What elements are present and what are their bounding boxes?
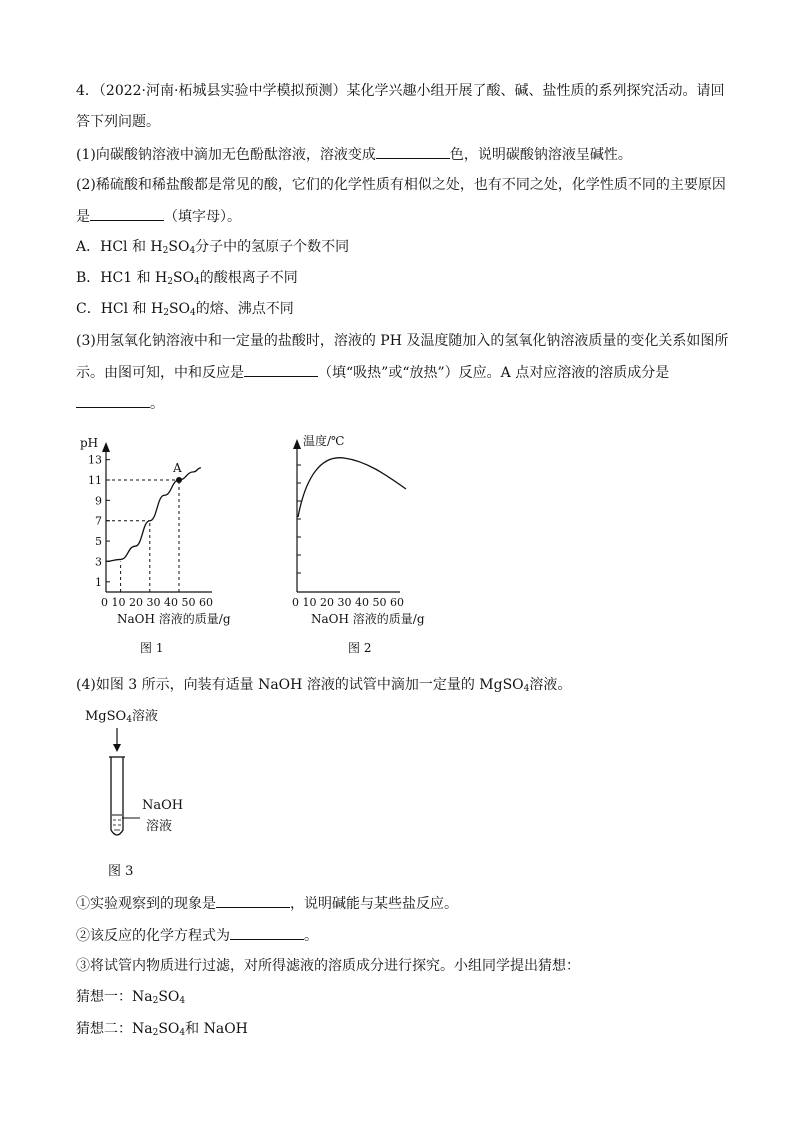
q4-guess2: 猜想二：$Na_2SO_4$和 NaOH <box>76 1021 248 1038</box>
q4-answer-blank-2[interactable] <box>230 926 304 940</box>
q4-sub3: ③将试管内物质进行过滤，对所得滤液的溶质成分进行探究。小组同学提出猜想： <box>76 958 580 974</box>
fig1-y-tick-3: 3 <box>95 555 102 569</box>
fig3-arrow-head <box>113 744 121 752</box>
fig1-guides <box>106 480 179 592</box>
fig1-point-a-label: A <box>173 461 182 475</box>
question-source: （2022·河南·柘城县实验中学模拟预测） <box>98 83 347 99</box>
fig1-caption: 图 1 <box>140 641 164 655</box>
fig1-point-a <box>176 477 182 483</box>
fig1-chart <box>80 436 231 655</box>
question-stem: 某化学兴趣小组开展了酸、碱、盐性质的系列探究活动。请回 <box>346 83 725 99</box>
q2-option-c: C．HCl 和 $H_2SO_4$的熔、沸点不同 <box>76 301 294 318</box>
fig1-x-tick-labels: 0 10 20 30 40 50 60 <box>101 596 213 609</box>
q2-option-a: A．HCl 和 $H_2SO_4$分子中的氢原子个数不同 <box>76 239 350 256</box>
q2-option-b: B．HC1 和 $H_2SO_4$的酸根离子不同 <box>76 270 298 287</box>
q3-line3: 。 <box>76 394 164 413</box>
fig3-test-tube <box>111 757 123 835</box>
q4-intro: (4)如图 3 所示，向装有适量 NaOH 溶液的试管中滴加一定量的 MgSO$_4$溶液。 <box>76 677 572 694</box>
fig1-xlabel: NaOH 溶液的质量/g <box>117 612 231 626</box>
q2-text-end: （填字母）。 <box>164 209 241 225</box>
q3-line1: (3)用氢氧化钠溶液中和一定量的盐酸时，溶液的 PH 及温度随加入的氢氧化钠溶液质量的变化关系如图所 <box>76 333 729 349</box>
fig2-y-arrow <box>293 439 301 449</box>
fig2-chart <box>292 433 425 655</box>
fig1-y-arrow <box>102 442 110 452</box>
fig2-xlabel: NaOH 溶液的质量/g <box>311 612 425 626</box>
question-stem-cont: 答下列问题。 <box>76 114 160 130</box>
q4-guess1: 猜想一：$Na_2SO_4$ <box>76 989 186 1006</box>
fig2-temperature-curve <box>298 458 406 517</box>
fig3-caption: 图 3 <box>108 864 134 879</box>
q4-answer-blank-1[interactable] <box>216 894 290 908</box>
q2-line1: (2)稀硫酸和稀盐酸都是常见的酸，它们的化学性质有相似之处，也有不同之处，化学性质不同的主要原因 <box>76 177 726 193</box>
fig1-ph-curve <box>106 468 201 562</box>
fig3-reagent-label: MgSO$_4$溶液 <box>85 709 158 725</box>
fig1-y-tick-7: 7 <box>95 514 102 528</box>
fig2-ylabel: 温度/℃ <box>303 434 345 448</box>
fig1-y-tick-9: 9 <box>95 494 102 508</box>
q1-text-end: 色，说明碳酸钠溶液呈碱性。 <box>449 147 632 163</box>
fig2-caption: 图 2 <box>348 641 372 655</box>
q2-text: 是 <box>76 209 90 225</box>
fig3-solution-label: 溶液 <box>146 819 173 834</box>
q4-sub1: ①实验观察到的现象是 ，说明碱能与某些盐反应。 <box>76 896 458 912</box>
fig3-solution <box>112 815 122 830</box>
q4-sub2: ②该反应的化学方程式为 。 <box>76 928 318 944</box>
question-number: 4． <box>76 83 99 99</box>
fig3-naoh-label: NaOH <box>142 798 184 813</box>
fig1-y-tick-5: 5 <box>95 535 102 549</box>
fig1-ylabel: pH <box>80 436 99 450</box>
fig1-y-tick-11: 11 <box>88 474 102 487</box>
fig3-test-tube-diagram <box>109 728 140 835</box>
q3-line2: 示。由图可知，中和反应是 （填“吸热”或“放热”）反应。A 点对应溶液的溶质成分是 <box>76 365 670 381</box>
fig2-x-tick-labels: 0 10 20 30 40 50 60 <box>292 596 404 609</box>
q1-text: (1)向碳酸钠溶液中滴加无色酚酞溶液，溶液变成 <box>76 147 376 163</box>
fig1-y-tick-1: 1 <box>95 575 102 589</box>
fig1-y-tick-13: 13 <box>88 453 102 467</box>
